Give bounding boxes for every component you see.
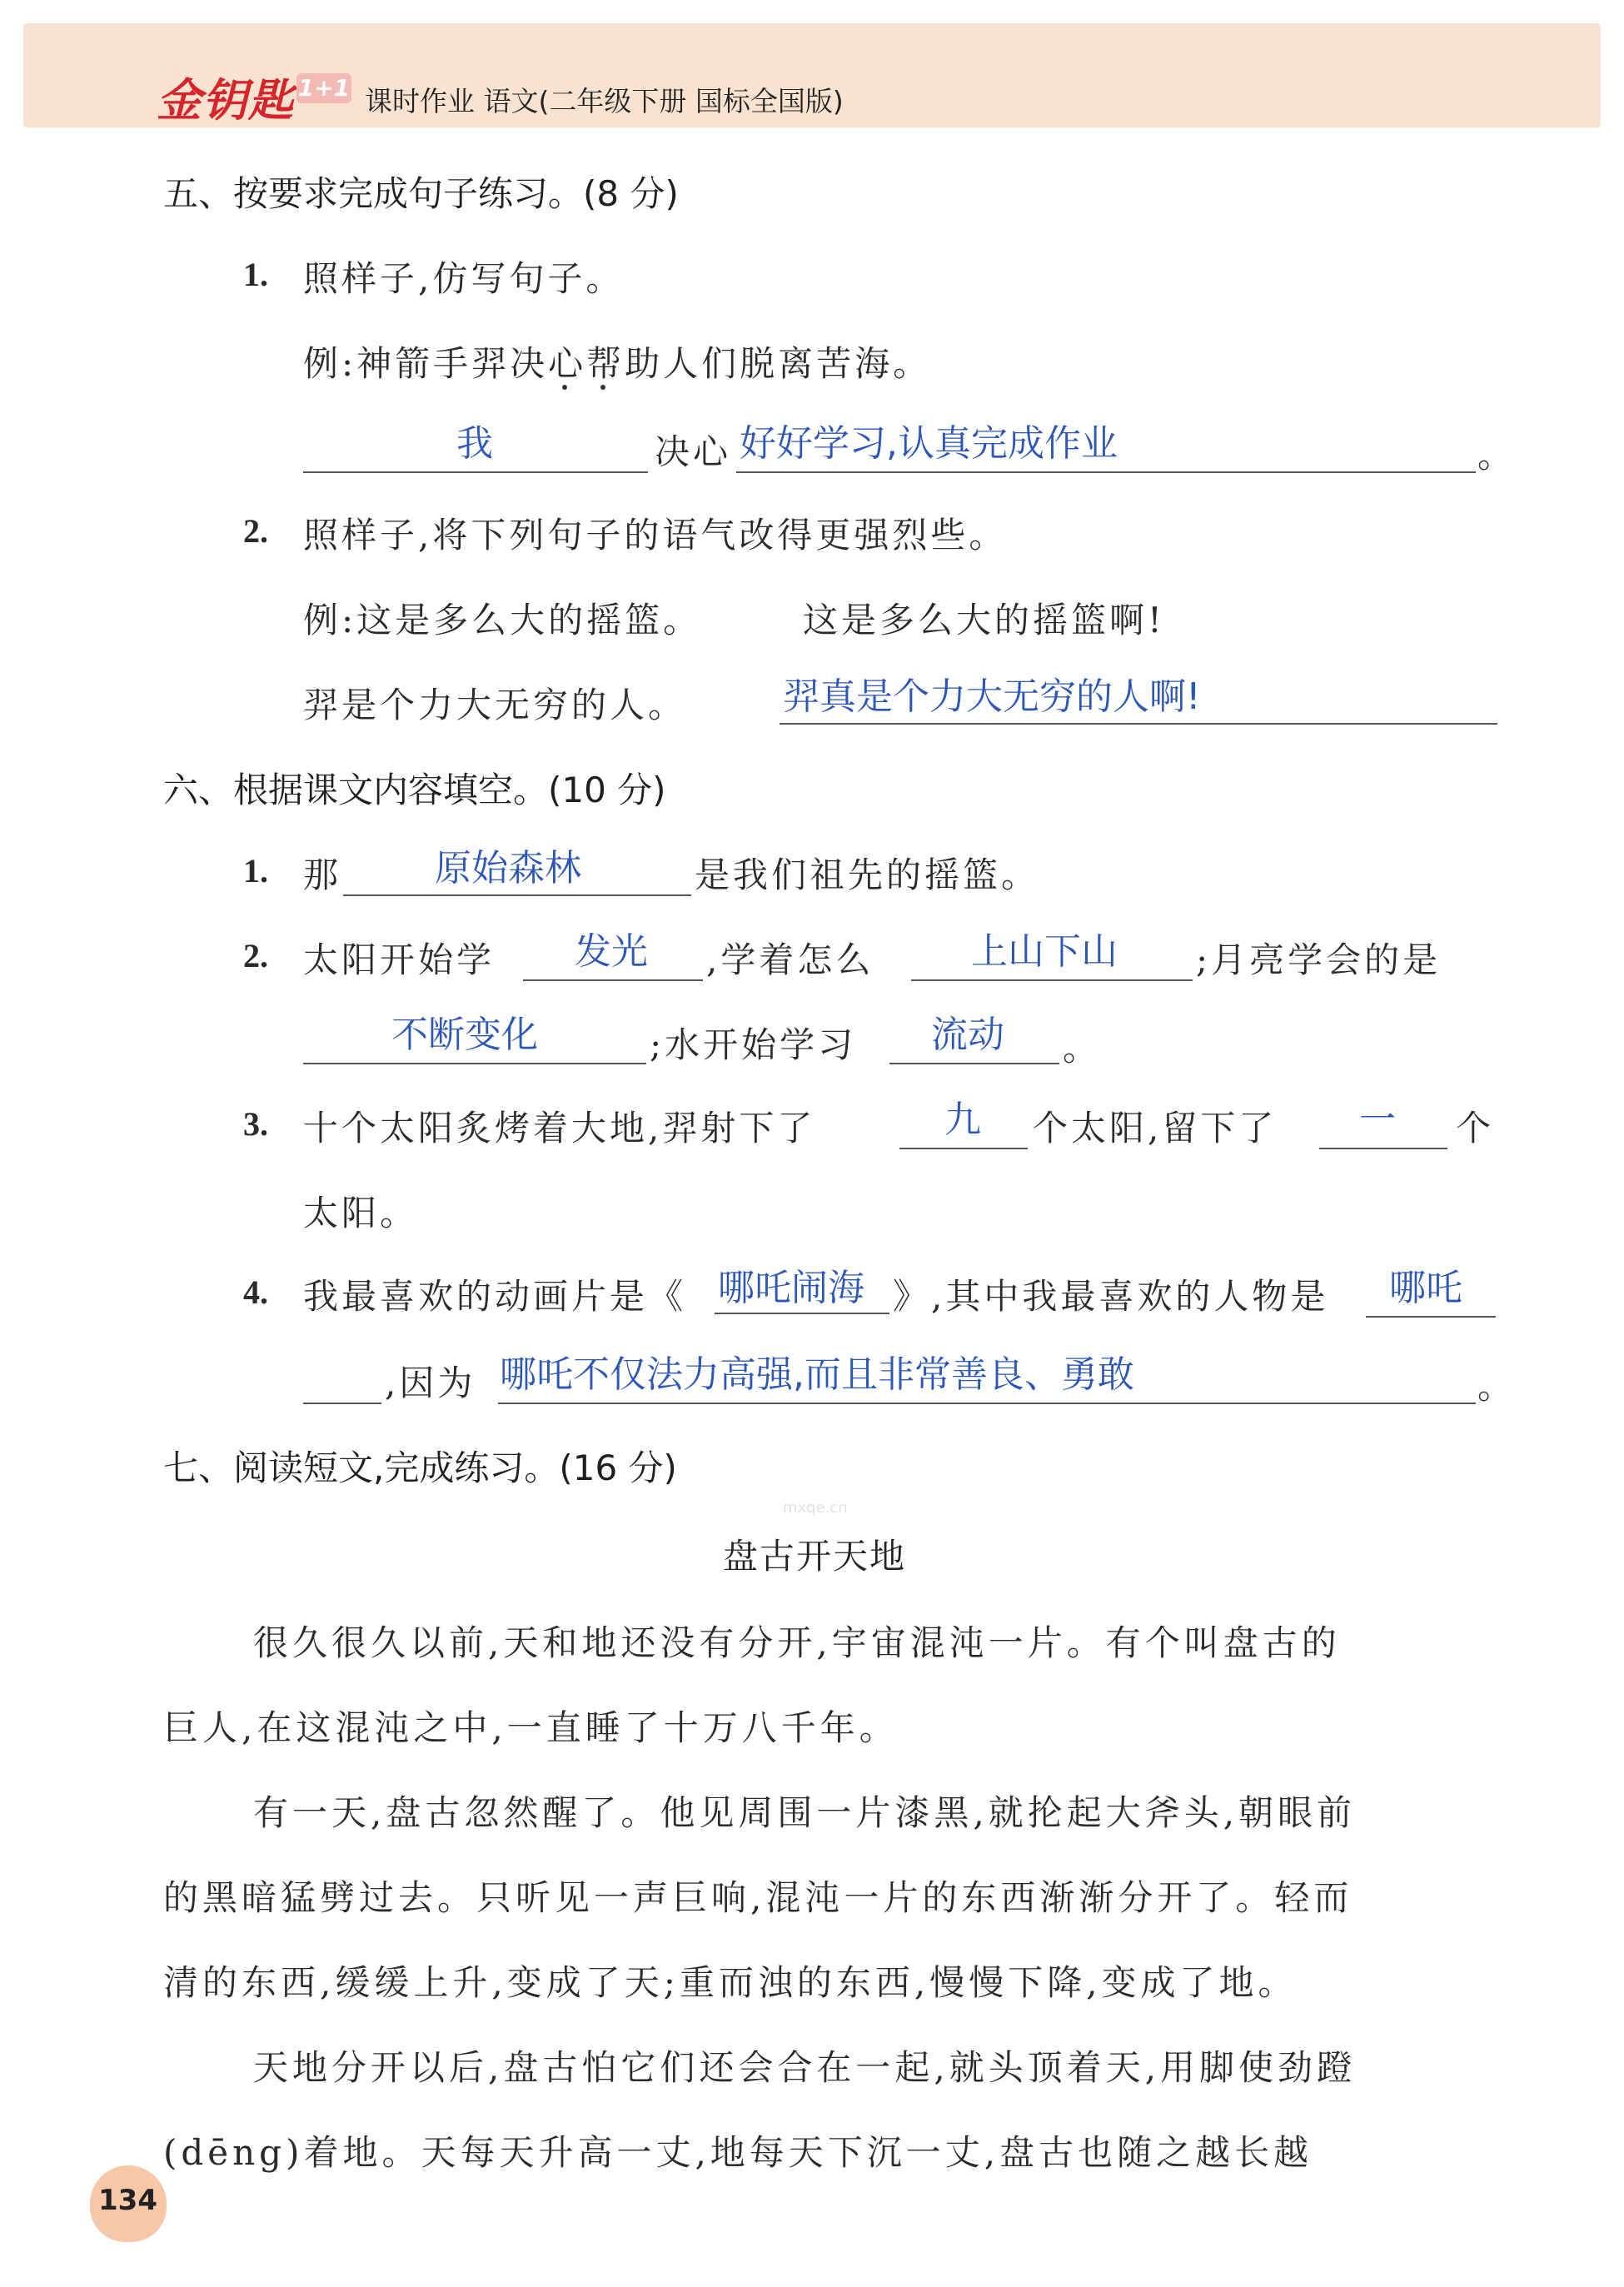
q5-2-sentence: 羿是个力大无穷的人。 [303,685,687,725]
answer-line [498,1403,1476,1404]
q5-1-answer-action: 好好学习,认真完成作业 [740,422,1118,465]
q6-4-answer-2: 哪吒 [1389,1267,1462,1309]
q6-3-number: 3. [243,1105,268,1143]
story-title: 盘古开天地 [723,1536,907,1577]
answer-line [523,979,703,981]
q6-3-answer-2: 一 [1359,1099,1396,1141]
q5-2-example-b: 这是多么大的摇篮啊! [803,600,1165,640]
brand-logo: 金钥匙 [157,74,294,127]
q6-4-text-d: 。 [1477,1366,1517,1407]
q6-3-text-b: 个太阳,留下了 [1033,1108,1278,1148]
q5-2-number: 2. [243,512,268,550]
answer-line [303,471,648,473]
q5-1-answer-subject: 我 [456,422,493,465]
emphasis-dot [600,385,605,390]
q6-2-text-e: 。 [1063,1028,1102,1069]
answer-line [343,894,691,896]
brand-badge: 1+1 [297,74,351,102]
answer-line [889,1063,1059,1064]
q6-3-text-a: 十个太阳炙烤着大地,羿射下了 [303,1108,816,1148]
section-6-title: 六、根据课文内容填空。(10 分) [163,770,666,810]
story-line: 很久很久以前,天和地还没有分开,宇宙混沌一片。有个叫盘古的 [253,1622,1341,1663]
q6-3-text-c: 个 [1456,1108,1495,1148]
q5-1-end: 。 [1477,435,1517,476]
q6-4-text-b: 》,其中我最喜欢的人物是 [893,1276,1329,1317]
q6-4-text-c: ,因为 [385,1363,476,1403]
story-line: (dēng)着地。天每天升高一丈,地每天下沉一丈,盘古也随之越长越 [163,2132,1313,2173]
q5-1-number: 1. [243,256,268,293]
answer-line [780,723,1497,725]
q6-4-answer-1: 哪吒闹海 [718,1267,864,1309]
q6-1-number: 1. [243,852,268,889]
watermark: mxqe.cn [783,1499,848,1517]
answer-line [1319,1148,1447,1149]
q6-2-number: 2. [243,937,268,974]
q6-4-answer-3: 哪吒不仅法力高强,而且非常善良、勇敢 [500,1353,1134,1396]
answer-line [911,979,1193,981]
q5-1-mid: 决心 [655,431,732,472]
header-subtitle: 课时作业 语文(二年级下册 国标全国版) [365,85,844,117]
q5-1-example: 例:神箭手羿决心帮助人们脱离苦海。 [303,343,932,384]
story-line: 有一天,盘古忽然醒了。他见周围一片漆黑,就抡起大斧头,朝眼前 [253,1792,1357,1833]
q6-1-answer: 原始森林 [435,847,581,889]
answer-line [303,1063,646,1064]
q6-2-text-b: ,学着怎么 [706,939,874,980]
q6-3-text-d: 太阳。 [303,1193,419,1233]
answer-line [736,471,1476,473]
answer-line [303,1403,381,1404]
q6-4-number: 4. [243,1273,268,1311]
answer-line [715,1313,889,1314]
q6-2-answer-3: 不断变化 [391,1014,538,1056]
q6-2-text-c: ;月亮学会的是 [1196,939,1442,980]
emphasis-dot [562,385,567,390]
q6-4-text-a: 我最喜欢的动画片是《 [303,1276,687,1317]
section-5-title: 五、按要求完成句子练习。(8 分) [163,173,679,214]
q6-1-text-b: 是我们祖先的摇篮。 [695,855,1040,895]
q6-2-text-a: 太阳开始学 [303,939,496,980]
q5-2-example-a: 例:这是多么大的摇篮。 [303,600,702,640]
q5-2-answer: 羿真是个力大无穷的人啊! [783,675,1201,718]
q6-3-answer-1: 九 [944,1099,981,1141]
q5-1-prompt: 照样子,仿写句子。 [303,258,625,299]
q6-2-answer-4: 流动 [931,1014,1004,1056]
story-line: 天地分开以后,盘古怕它们还会合在一起,就头顶着天,用脚使劲蹬 [253,2047,1357,2088]
page-number: 134 [98,2184,157,2217]
story-line: 巨人,在这混沌之中,一直睡了十万八千年。 [163,1707,899,1748]
answer-line [899,1148,1028,1149]
q6-2-answer-2: 上山下山 [971,930,1118,973]
q6-2-text-d: ;水开始学习 [650,1024,857,1065]
q5-2-prompt: 照样子,将下列句子的语气改得更强烈些。 [303,515,1008,556]
q6-1-text-a: 那 [303,855,342,895]
q6-2-answer-1: 发光 [575,930,648,973]
answer-line [1366,1316,1496,1318]
section-7-title: 七、阅读短文,完成练习。(16 分) [163,1447,677,1488]
story-line: 清的东西,缓缓上升,变成了天;重而浊的东西,慢慢下降,变成了地。 [163,1962,1298,2003]
story-line: 的黑暗猛劈过去。只听见一声巨响,混沌一片的东西渐渐分开了。轻而 [163,1877,1353,1918]
